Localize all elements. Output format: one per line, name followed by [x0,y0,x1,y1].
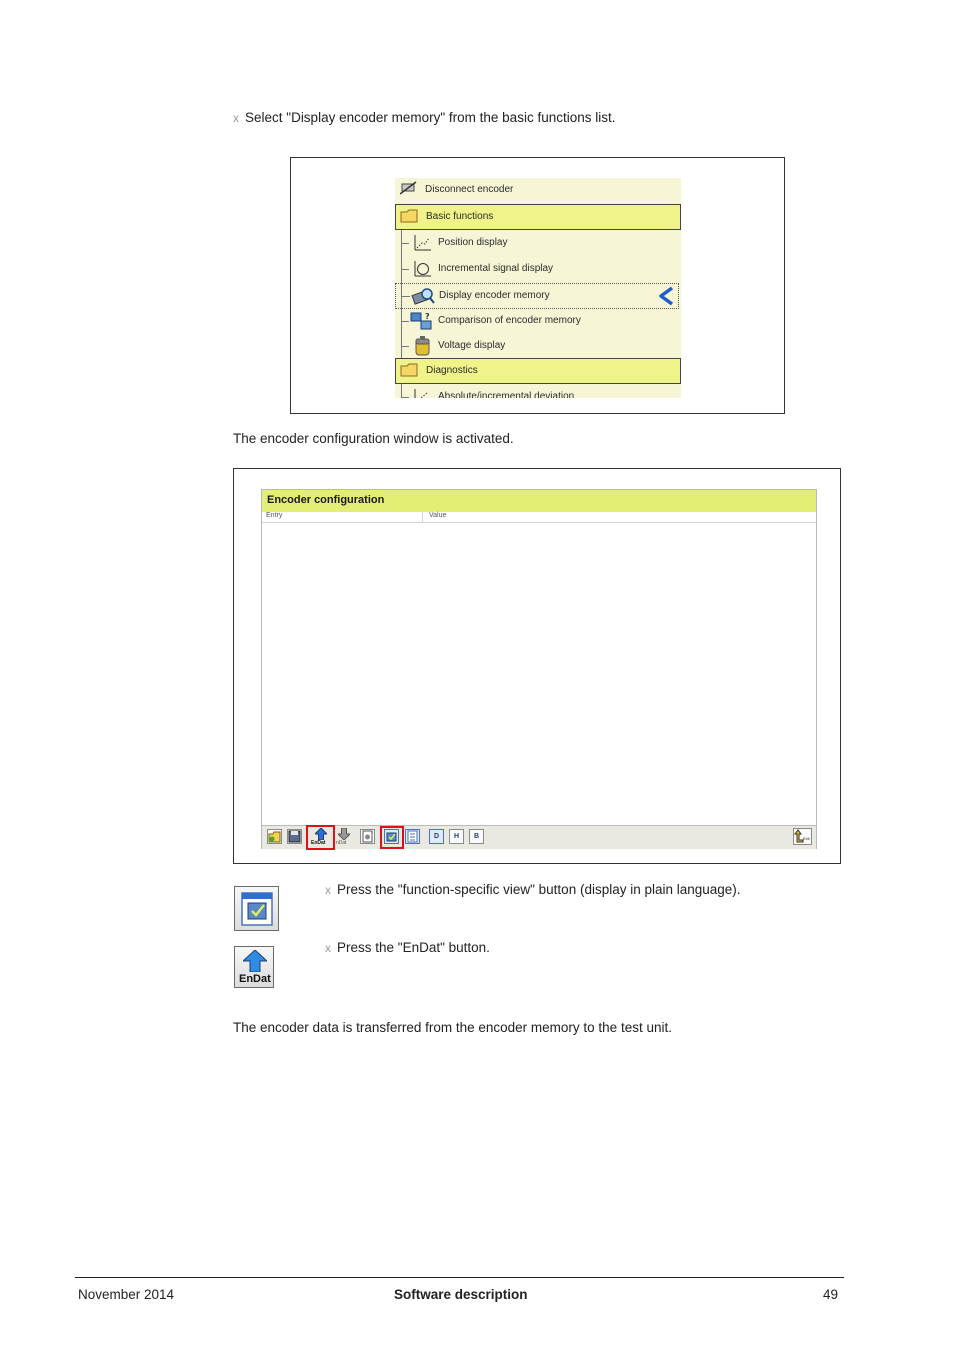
intro-instruction [233,110,615,125]
floppy-disk-icon [288,830,301,843]
menu-item-label: Incremental signal display [438,263,554,274]
endat-download-label: nDat [336,840,347,846]
letter-h: H [453,833,460,840]
menu-item-label: Comparison of encoder memory [438,315,581,326]
toolbar [262,825,816,849]
letter-b: B [473,833,480,840]
caption-window-activated: The encoder configuration window is activated. [233,431,514,446]
save-button[interactable] [287,829,302,844]
battery-icon [413,335,433,357]
step-function-specific-view [325,882,741,897]
encoder-configuration-figure [233,468,841,864]
decimal-view-button[interactable] [429,829,444,844]
function-list-figure [290,157,785,414]
tree-branch [401,346,409,347]
folder-icon [400,208,420,224]
lissajous-icon [412,259,432,278]
menu-folder-diagnostics[interactable] [395,358,681,384]
step-text: Press the "function-specific view" button (display in plain language). [337,882,741,897]
footer-page-number: 49 [823,1287,839,1302]
encoder-configuration-window [261,489,817,849]
tree-branch [401,397,409,398]
plug-icon [400,181,418,197]
intro-text: Select "Display encoder memory" from the basic functions list. [245,110,616,125]
binary-view-button[interactable] [469,829,484,844]
footer-section: Software description [394,1287,528,1302]
endat-button-label: EnDat [311,840,326,846]
menu-item-position-display[interactable] [395,231,679,255]
footer-divider [75,1277,844,1278]
svg-text:?: ? [425,312,430,321]
position-chart-icon [412,233,432,252]
folder-icon [400,362,420,378]
step-endat [325,940,490,955]
table-header [262,512,816,523]
document-gear-icon [361,830,374,843]
tree-branch [401,321,409,322]
endat-download-button[interactable] [336,827,352,849]
menu-item-label: Display encoder memory [439,290,550,301]
menu-item-label: Position display [438,237,508,248]
window-title: Encoder configuration [267,494,385,506]
function-specific-view-button-large[interactable] [234,886,279,931]
tree-branch [402,296,410,297]
up-arrow-icon [243,950,267,972]
tree-branch [401,243,409,244]
deviation-chart-icon [412,387,432,398]
menu-item-label: Disconnect encoder [425,184,514,195]
magnifier-chip-icon [410,286,436,306]
highlight-frame-endat [306,825,335,850]
menu-item-comparison-of-encoder-memory[interactable] [395,309,679,333]
bullet-marker: x [233,111,239,125]
function-list [395,178,681,398]
tree-branch [401,269,409,270]
window-title-bar [262,490,816,512]
menu-item-absolute-incremental-deviation[interactable] [395,385,679,398]
endat-button-large-label: EnDat [239,973,271,985]
exit-button[interactable] [793,828,812,845]
table-body[interactable] [262,523,816,824]
list-view-button[interactable] [405,829,420,844]
closing-text: The encoder data is transferred from the encoder memory to the test unit. [233,1020,672,1035]
column-header-entry[interactable]: Entry [266,512,283,519]
selection-arrow-icon [658,286,676,306]
compare-chips-icon [409,311,435,331]
footer-date: November 2014 [78,1287,175,1302]
list-document-icon [406,830,419,843]
properties-button[interactable] [360,829,375,844]
step-text: Press the "EnDat" button. [337,940,490,955]
menu-item-disconnect-encoder[interactable] [395,178,679,202]
menu-item-label: Absolute/incremental deviation [438,391,575,398]
open-button[interactable] [267,829,282,844]
menu-item-label: Voltage display [438,340,506,351]
column-header-value[interactable]: Value [429,512,447,519]
menu-folder-basic-functions[interactable] [395,204,681,230]
menu-item-label: Basic functions [426,211,494,222]
down-arrow-icon [338,828,350,840]
column-divider [422,512,423,522]
open-folder-icon [268,830,281,843]
highlight-frame-function-view [380,826,404,849]
letter-d: D [433,833,440,840]
menu-item-voltage-display[interactable] [395,334,679,358]
bullet-marker: x [325,883,331,897]
edit-check-icon [238,890,276,928]
endat-button-large[interactable] [234,946,274,988]
menu-item-label: Diagnostics [426,365,478,376]
menu-item-incremental-signal-display[interactable] [395,257,679,281]
bullet-marker: x [325,941,331,955]
menu-item-display-encoder-memory[interactable] [395,283,679,309]
hex-view-button[interactable] [449,829,464,844]
exit-label: Exit [803,836,810,841]
